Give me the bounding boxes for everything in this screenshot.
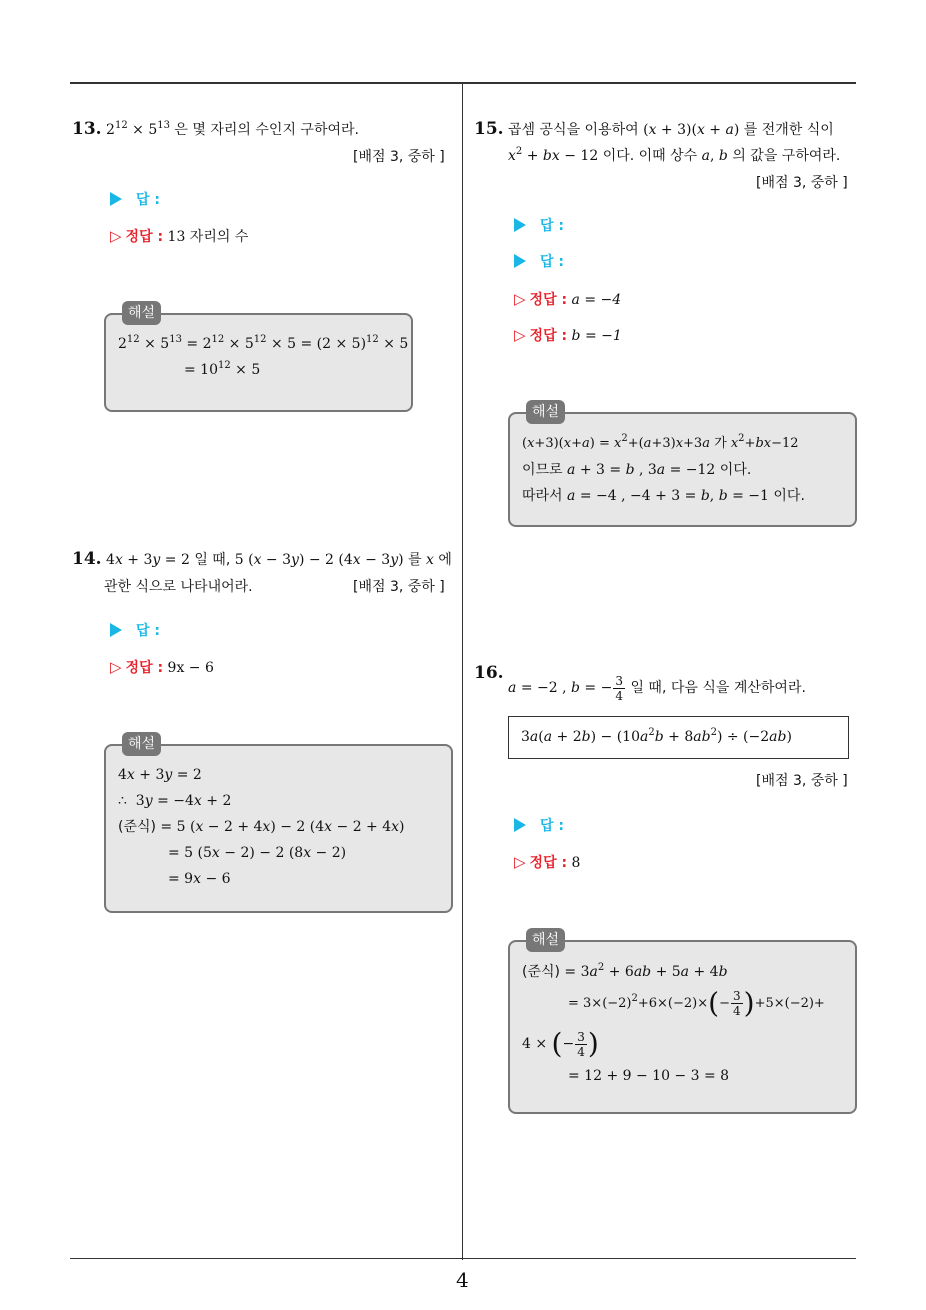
score-14: [배점 3, 중하 ]	[353, 579, 445, 595]
question-text: 의 값을 구하여라.	[732, 148, 841, 164]
solution-text: 따라서	[522, 488, 563, 504]
answer-label: 답 :	[136, 623, 160, 639]
solution-13: 해설 $2^{12} \times 5^{13} = 2^{12} \times 5^{12} \times 5 = (2 \times 5)^{12} \times 5$ = $10^{12} \times 5$	[104, 313, 413, 412]
triangle-outline-icon: ▷	[514, 326, 526, 344]
solution-label: (준식)	[118, 819, 156, 835]
answer-label: 답 :	[540, 218, 564, 234]
correct-label: 정답 :	[529, 292, 568, 308]
answer-13	[110, 190, 160, 210]
score-15: [배점 3, 중하 ]	[756, 175, 848, 191]
triangle-outline-icon: ▷	[110, 227, 122, 245]
correct-15b	[514, 325, 622, 346]
solution-text: 이다.	[719, 462, 752, 478]
answer-14	[110, 621, 160, 641]
question-number: 15.	[474, 119, 504, 139]
solution-15: 해설 $(x+3)(x+a) = x^2+(a+3)x+3a$ 가 $x^2+bx-12$ 이므로 a + 3 = b , 3a = −12 이다. 따라서 a = −4 , −4 + 3 = b, b = −1 이다.	[508, 412, 857, 527]
correct-label: 정답 :	[125, 660, 164, 676]
question-text: 를	[408, 552, 422, 568]
correct-13	[110, 226, 248, 247]
question-number: 16.	[474, 663, 504, 683]
question-text: 곱셈 공식을 이용하여	[508, 122, 639, 138]
triangle-outline-icon: ▷	[514, 853, 526, 871]
correct-value: a = −4	[571, 292, 622, 308]
answer-16	[514, 816, 564, 836]
question-text: 은 몇 자리의 수인지 구하여라.	[174, 122, 359, 138]
answer-15a	[514, 216, 564, 236]
top-rule	[70, 82, 856, 84]
question-13: 13. $2^{12} \times 5^{13}$ 은 몇 자리의 수인지 구하여라.	[72, 119, 359, 139]
triangle-outline-icon: ▷	[514, 290, 526, 308]
question-14: 14. 4x + 3y = 2 일 때, 5 (x − 3y) − 2 (4x − 3y) 를 x 에	[72, 549, 452, 569]
correct-label: 정답 :	[529, 328, 568, 344]
solution-label: (준식)	[522, 964, 560, 980]
question-number: 14.	[72, 549, 102, 569]
solution-tag: 해설	[122, 301, 161, 325]
solution-14: 해설 4x + 3y = 2 ∴ 3y = −4x + 2 (준식) = 5 (x − 2 + 4x) − 2 (4x − 2 + 4x) = 5 (5x − 2) − 2 (8x − 2) = 9x − 6	[104, 744, 453, 913]
bottom-rule	[70, 1258, 856, 1259]
answer-15b	[514, 252, 564, 272]
play-icon	[514, 254, 526, 268]
play-icon	[110, 192, 122, 206]
question-text: 에	[438, 552, 452, 568]
play-icon	[514, 818, 526, 832]
question-text: 를 전개한 식이	[743, 122, 834, 138]
correct-15a	[514, 289, 621, 310]
question-text: 일 때,	[194, 552, 231, 568]
question-15: 15. 곱셈 공식을 이용하여 (x + 3)(x + a) 를 전개한 식이	[474, 119, 834, 139]
solution-tag: 해설	[526, 400, 565, 424]
answer-label: 답 :	[136, 192, 160, 208]
score-13: [배점 3, 중하 ]	[353, 149, 445, 165]
correct-value: 9x − 6	[167, 660, 214, 676]
column-divider	[462, 84, 463, 1260]
triangle-outline-icon: ▷	[110, 658, 122, 676]
solution-tag: 해설	[526, 928, 565, 952]
question-14-line2: 관한 식으로 나타내어라.	[104, 579, 253, 595]
correct-16	[514, 852, 580, 873]
question-text: 이다. 이때 상수	[602, 148, 698, 164]
solution-text: 가	[714, 436, 727, 451]
solution-tag: 해설	[122, 732, 161, 756]
correct-value: 13 자리의 수	[167, 229, 249, 245]
question-text: 일 때, 다음 식을 계산하여라.	[630, 680, 806, 696]
question-16: 16. a = −2 , b = − $\frac{3}{4}$ 일 때, 다음 식을 계산하여라.	[474, 663, 806, 703]
page-number: 4	[456, 1268, 469, 1292]
answer-label: 답 :	[540, 818, 564, 834]
correct-14	[110, 657, 214, 678]
solution-16: 해설 (준식) = $3a^2 + 6ab + 5a + 4b$ = $3\times(-2)^2+6\times(-2)\times(-$ $\frac{3}{4}$ )+5×(−2)+ 4 × (− $\frac{3}{4}$ ) = 12 + 9 − 10 − 3 = 8	[508, 940, 857, 1114]
play-icon	[110, 623, 122, 637]
play-icon	[514, 218, 526, 232]
solution-text: 이므로	[522, 462, 563, 478]
solution-text: 이다.	[773, 488, 805, 504]
answer-label: 답 :	[540, 254, 564, 270]
correct-label: 정답 :	[529, 855, 568, 871]
score-16: [배점 3, 중하 ]	[756, 773, 848, 789]
correct-value: 8	[571, 855, 581, 871]
question-number: 13.	[72, 119, 102, 139]
expression-box: $3a(a + 2b) - (10a^2b + 8ab^2) \div (-2ab)$	[508, 716, 849, 759]
correct-label: 정답 :	[125, 229, 164, 245]
question-15-line2: $x^2$ + bx − 12 이다. 이때 상수 a, b 의 값을 구하여라.	[508, 146, 841, 164]
correct-value: b = −1	[571, 328, 622, 344]
